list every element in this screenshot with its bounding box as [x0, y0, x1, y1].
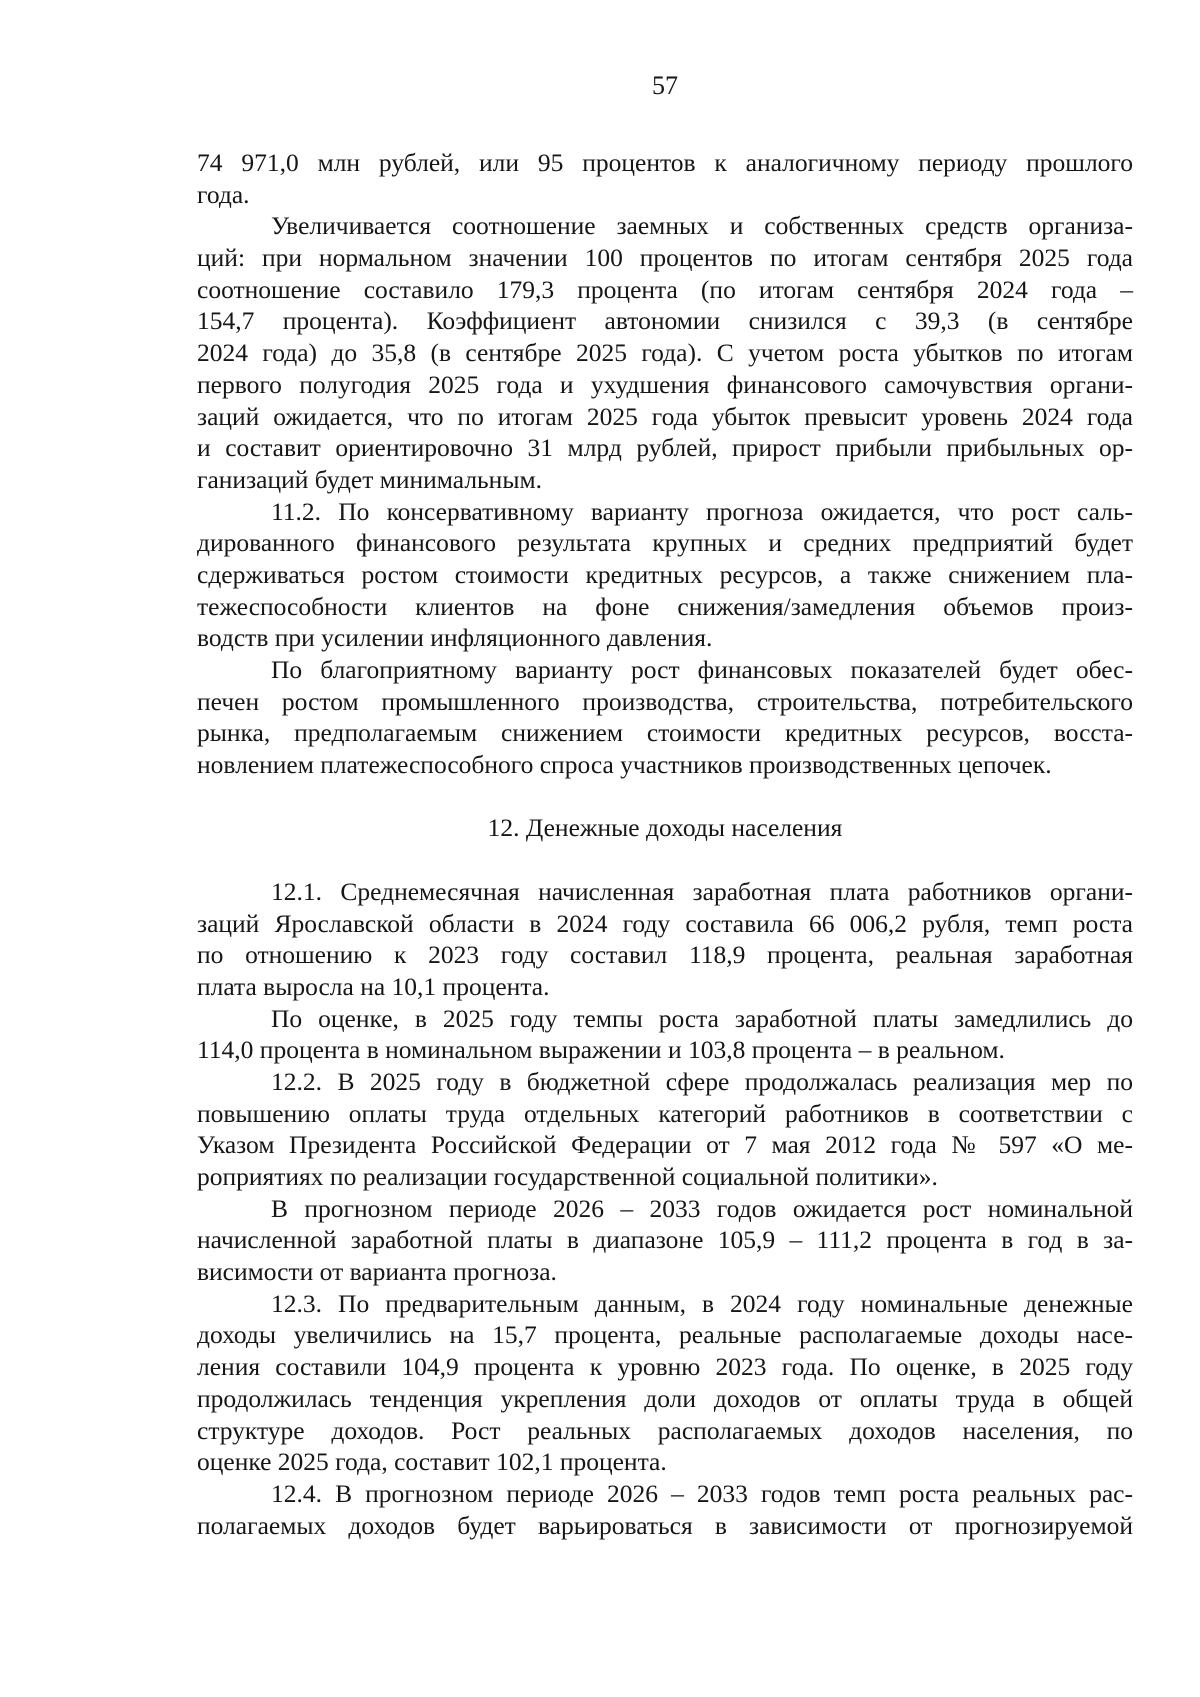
text-line: по отношению к 2023 году составил 118,9 процента, реальная заработная — [197, 940, 1133, 970]
paragraph — [197, 876, 1133, 1003]
text-line: структуре доходов. Рост реальных располагаемых доходов населения, по — [197, 1415, 1133, 1445]
text-line: года. — [197, 179, 250, 209]
text-line: 74 971,0 млн рублей, или 95 процентов к аналогичному периоду прошлого — [197, 148, 1133, 177]
text-line: печен ростом промышленного производства, строительства, потребительского — [197, 686, 1133, 716]
text-line: Увеличивается соотношение заемных и собственных средств организа- — [271, 211, 1133, 241]
text-line: 12.2. В 2025 году в бюджетной сфере продолжалась реализация мер по — [271, 1066, 1133, 1096]
paragraph — [197, 1003, 1133, 1066]
text-line: полагаемых доходов будет варьироваться в зависимости от прогнозируемой — [197, 1510, 1133, 1540]
text-line: повышению оплаты труда отдельных категорий работников в соответствии с — [197, 1098, 1133, 1128]
paragraph — [197, 1478, 1133, 1541]
text-line: соотношение составило 179,3 процента (по итогам сентября 2024 года – — [197, 274, 1133, 304]
document-body — [197, 147, 1133, 1541]
paragraph — [197, 1066, 1133, 1193]
text-line: В прогнозном периоде 2026 – 2033 годов ожидается рост номинальной — [271, 1193, 1133, 1223]
text-line: 2024 года) до 35,8 (в сентябре 2025 года). С учетом роста убытков по итогам — [197, 338, 1133, 368]
text-line: 114,0 процента в номинальном выражении и 103,8 процента – в реальном. — [197, 1035, 1005, 1065]
text-line: 12.1. Среднемесячная начисленная заработная плата работников органи- — [271, 876, 1133, 906]
text-line: заций ожидается, что по итогам 2025 года убыток превысит уровень 2024 года — [197, 401, 1133, 431]
text-line: и составит ориентировочно 31 млрд рублей, прирост прибыли прибыльных ор- — [197, 433, 1133, 463]
text-line: оценке 2025 года, составит 102,1 процента. — [197, 1447, 667, 1477]
text-line: ций: при нормальном значении 100 процентов по итогам сентября 2025 года — [197, 243, 1133, 273]
paragraph — [197, 210, 1133, 495]
paragraph — [197, 147, 1133, 210]
text-line: дированного финансового результата крупных и средних предприятий будет — [197, 528, 1133, 558]
page-number: 57 — [652, 71, 678, 100]
text-line: плата выросла на 10,1 процента. — [197, 971, 550, 1001]
paragraph — [197, 1288, 1133, 1478]
blank-line — [197, 844, 1133, 876]
text-line: новлением платежеспособного спроса участников производственных цепочек. — [197, 750, 1052, 780]
text-line: 11.2. По консервативному варианту прогноза ожидается, что рост саль- — [271, 496, 1133, 526]
text-line: рынка, предполагаемым снижением стоимости кредитных ресурсов, восста- — [197, 718, 1133, 748]
text-line: продолжилась тенденция укрепления доли доходов от оплаты труда в общей — [197, 1383, 1133, 1413]
text-line: 154,7 процента). Коэффициент автономии снизился с 39,3 (в сентябре — [197, 306, 1133, 336]
text-line: заций Ярославской области в 2024 году составила 66 006,2 рубля, темп роста — [197, 908, 1133, 938]
text-line: сдерживаться ростом стоимости кредитных ресурсов, а также снижением пла- — [197, 559, 1133, 589]
text-line: начисленной заработной платы в диапазоне 105,9 – 111,2 процента в год в за- — [197, 1225, 1133, 1255]
text-line: роприятиях по реализации государственной социальной политики». — [197, 1162, 938, 1191]
section-heading: 12. Денежные доходы населения — [487, 813, 843, 843]
text-line: По благоприятному варианту рост финансовых показателей будет обес- — [271, 655, 1133, 684]
paragraph — [197, 1193, 1133, 1288]
text-line: висимости от варианта прогноза. — [197, 1257, 557, 1287]
text-line: водств при усилении инфляционного давления. — [197, 623, 713, 653]
text-line: 12.4. В прогнозном периоде 2026 – 2033 годов темп роста реальных рас- — [271, 1478, 1133, 1508]
text-line: Указом Президента Российской Федерации от 7 мая 2012 года № 597 «О ме- — [197, 1130, 1133, 1160]
text-line: 12.3. По предварительным данным, в 2024 году номинальные денежные — [271, 1288, 1133, 1318]
blank-line — [197, 781, 1133, 813]
text-line: По оценке, в 2025 году темпы роста заработной платы замедлились до — [271, 1003, 1133, 1033]
text-line: доходы увеличились на 15,7 процента, реальные располагаемые доходы насе- — [197, 1320, 1133, 1350]
text-line: ления составили 104,9 процента к уровню 2023 года. По оценке, в 2025 году — [197, 1352, 1133, 1382]
text-line: ганизаций будет минимальным. — [197, 464, 542, 494]
paragraph — [197, 496, 1133, 654]
text-line: тежеспособности клиентов на фоне снижения/замедления объемов произ- — [197, 591, 1133, 621]
paragraph — [197, 654, 1133, 781]
text-line: первого полугодия 2025 года и ухудшения финансового самочувствия органи- — [197, 369, 1133, 399]
